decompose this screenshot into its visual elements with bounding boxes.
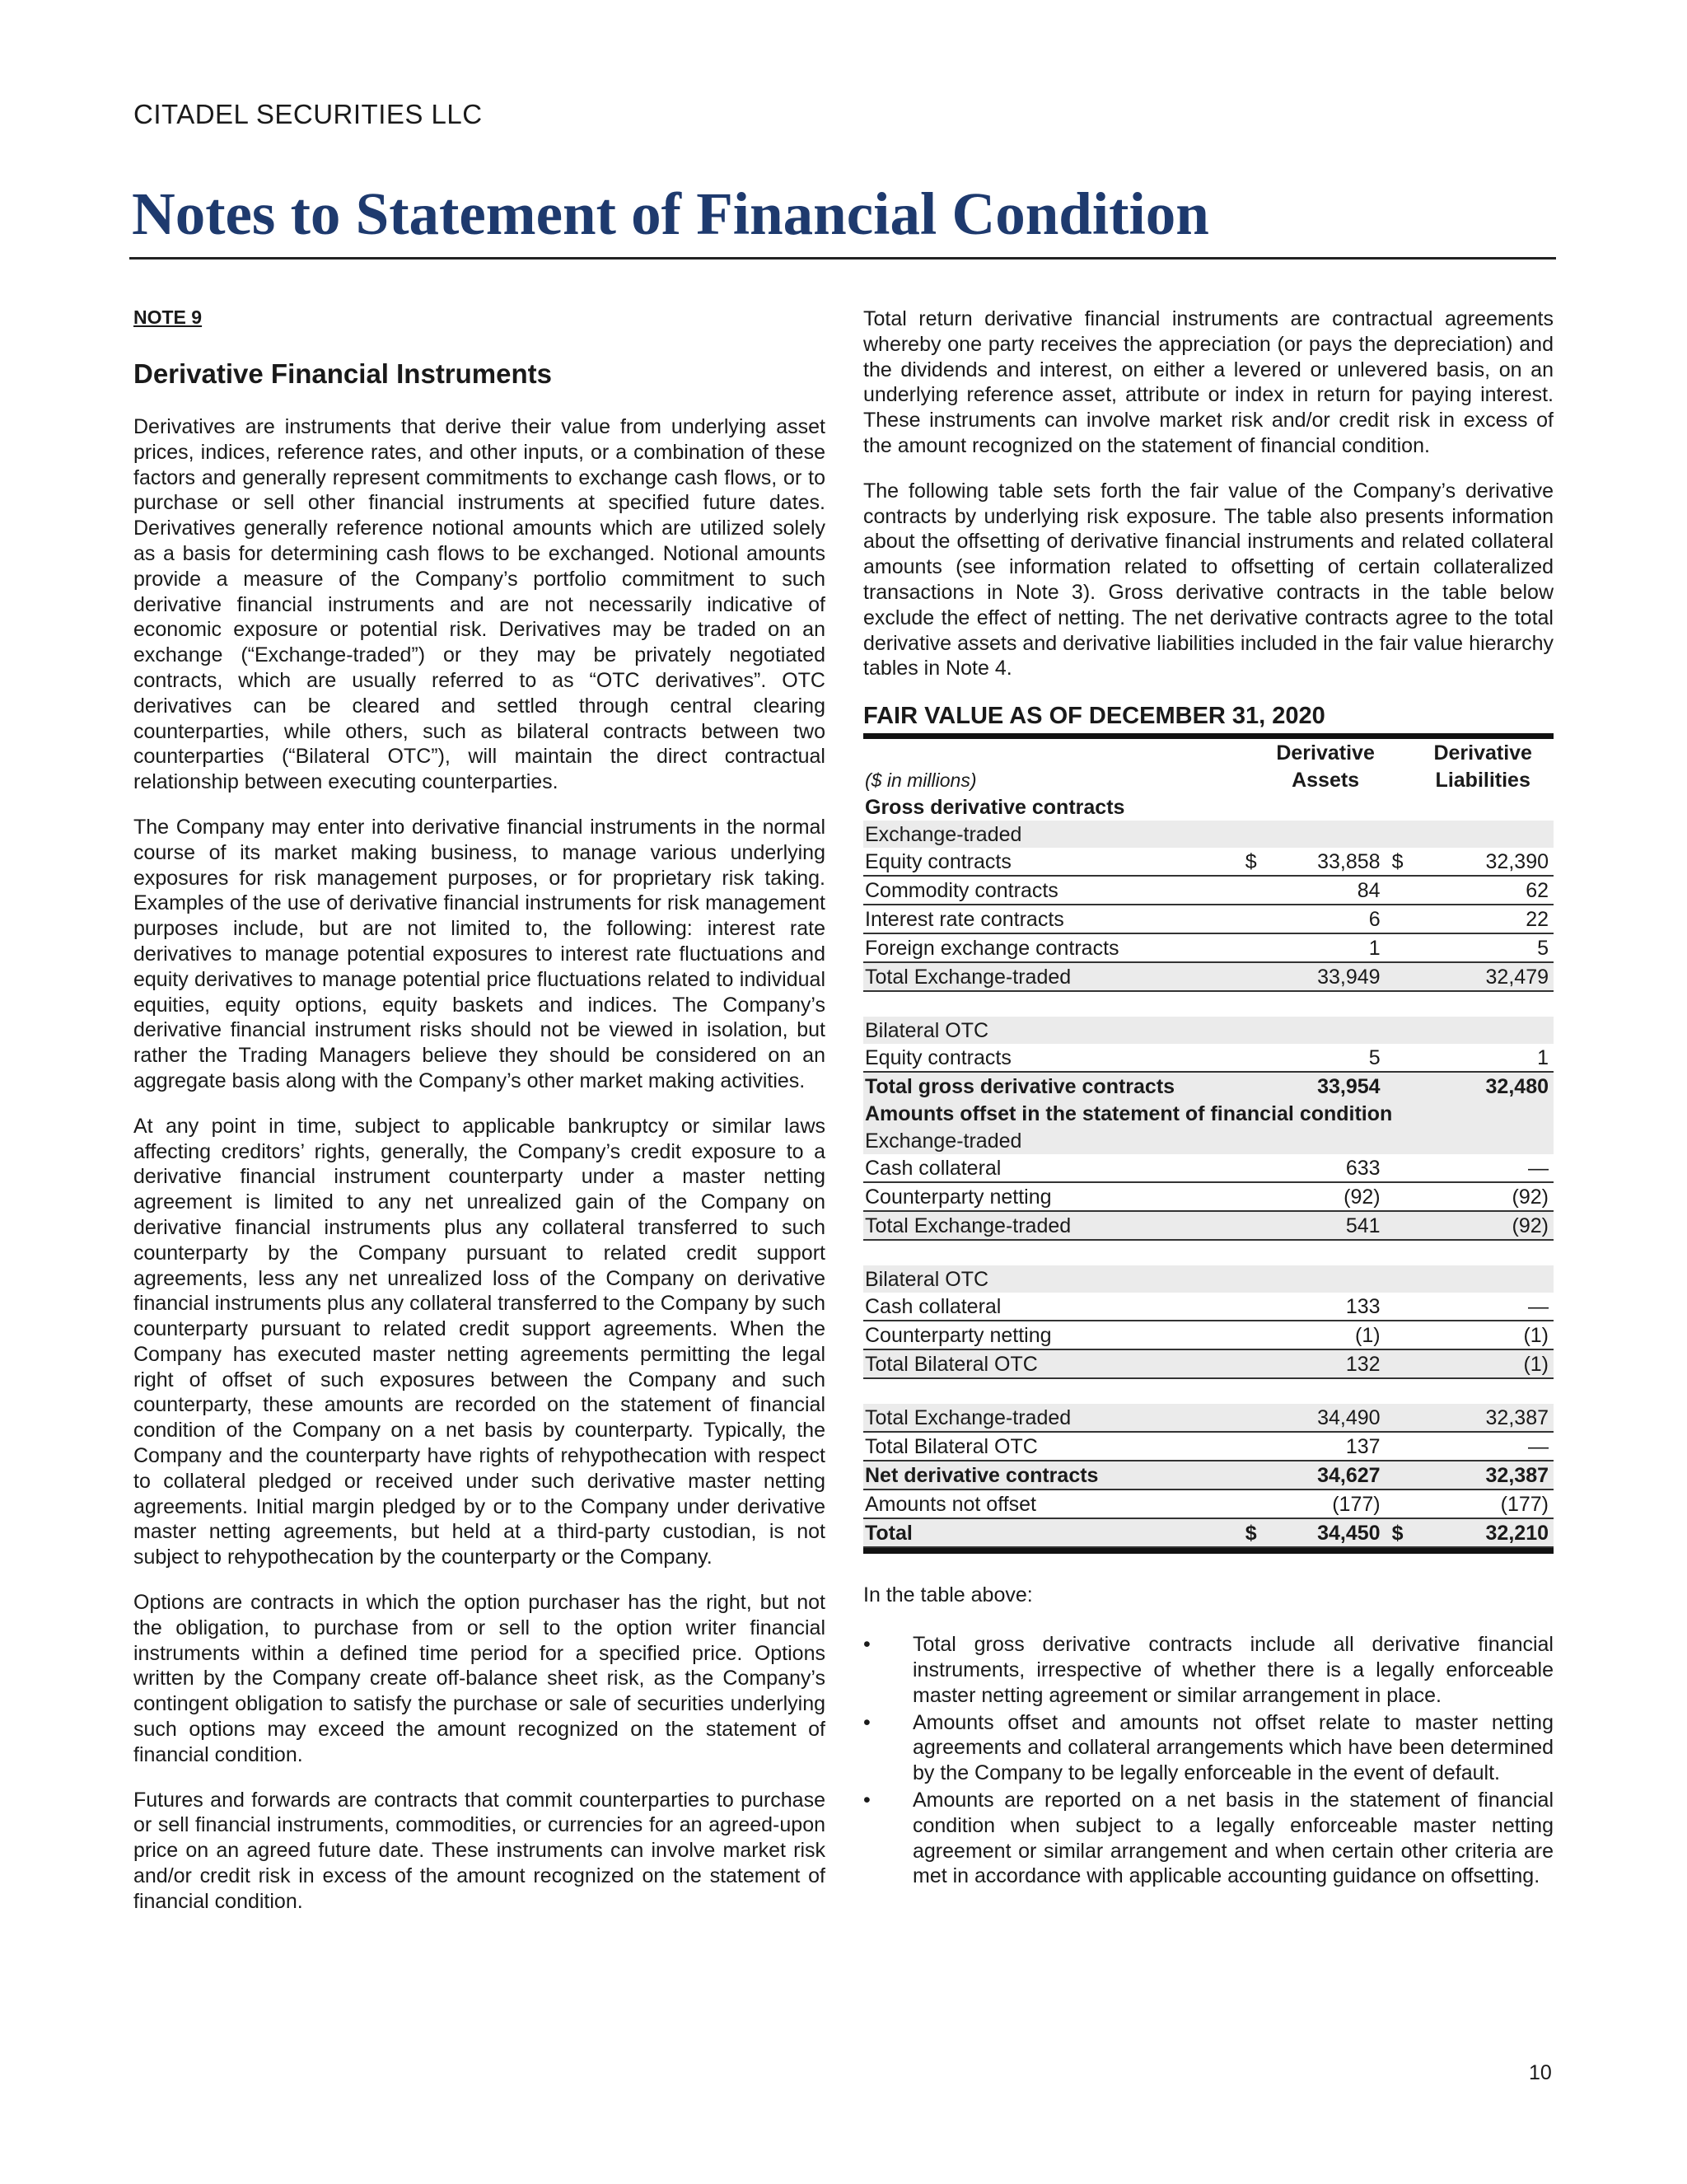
currency-symbol [1386,1293,1418,1321]
table-row [863,1182,1554,1211]
assets-value: 541 [1271,1211,1386,1240]
paragraph: Options are contracts in which the option purchaser has the right, but not the obligation, to purchase from or sell to the option writer financial instruments within a defined time period for a specified price. Options written by the Company create off-balance sheet risk, as the Company’s contingent obligation to satisfy the purchase or sale of securities underlying such options may exceed the amount recognized on the statement of financial condition. [133,1591,825,1766]
currency-symbol [1386,1404,1418,1432]
company-name: CITADEL SECURITIES LLC [133,99,483,129]
currency-symbol [1239,876,1271,905]
table-row [863,793,1554,821]
row-label: Bilateral OTC [863,1265,1239,1293]
table-row [863,1490,1554,1518]
currency-symbol [1386,933,1418,962]
row-label: Total Exchange-traded [863,1404,1239,1432]
table-row [863,905,1554,933]
currency-symbol: $ [1239,1518,1271,1547]
row-label: Foreign exchange contracts [863,933,1239,962]
assets-value: (92) [1271,1182,1386,1211]
row-label: Equity contracts [863,848,1239,876]
section-heading: Derivative Financial Instruments [133,358,553,389]
assets-value [1271,1378,1386,1404]
table-row [863,1293,1554,1321]
currency-symbol [1239,1044,1271,1072]
assets-value: 34,490 [1271,1404,1386,1432]
assets-value [1271,1240,1386,1265]
currency-symbol [1239,1017,1271,1044]
assets-value: (177) [1271,1490,1386,1518]
table-row [863,1461,1554,1490]
currency-symbol [1239,821,1271,848]
assets-value: 132 [1271,1349,1386,1378]
assets-value [1271,991,1386,1017]
table-units: ($ in millions) [865,769,977,791]
bullet-item: • Amounts are reported on a net basis in the statement of financial condition when subject to a legally enforceable master netting agreement or similar arrangement and when certain other criteria are met in accordance with applicable accounting guidance on offsetting. [863,1788,1554,1888]
liabilities-value [1417,793,1554,821]
currency-symbol [1386,1211,1418,1240]
left-column [133,306,825,1934]
currency-symbol [1239,1321,1271,1349]
currency-symbol [1239,793,1271,821]
liabilities-value: 32,479 [1417,962,1554,991]
table-row [863,1017,1554,1044]
currency-symbol [1239,1404,1271,1432]
table-row [863,1044,1554,1072]
row-label: Total Bilateral OTC [863,1432,1239,1461]
row-label: Commodity contracts [863,876,1239,905]
paragraph: At any point in time, subject to applicable bankruptcy or similar laws affecting creditors’ rights, generally, the Company’s credit exposure to a derivative financial instrument counterparty under a master netting agreement is limited to any net unrealized gain of the Company on derivative financial instruments plus any collateral transferred to such counterparty by the Company pursuant to related credit support agreements, less any net unrealized loss of the Company on derivative financial instruments plus any collateral transferred to the Company by such counterparty pursuant to related credit support agreements. When the Company has executed master netting agreements permitting the legal right of offset of such exposures between the Company and such counterparty, these amounts are recorded on the statement of financial condition of the Company on a net basis by counterparty. Typically, the Company and the counterparty have rights of rehypothecation with respect to collateral pledged or received under such derivative master netting agreements. Initial margin pledged by or to the Company under derivative master netting agreements, but held at a third-party custodian, is not subject to rehypothecation by the counterparty or the Company. [133,1114,825,1569]
page-number: 10 [1529,2061,1552,2084]
currency-symbol [1386,1154,1418,1182]
currency-symbol [1386,793,1418,821]
currency-symbol [1386,905,1418,933]
liabilities-value [1417,1265,1554,1293]
assets-value [1271,821,1386,848]
row-label: Counterparty netting [863,1321,1239,1349]
currency-symbol [1386,876,1418,905]
assets-value [1271,1265,1386,1293]
currency-symbol [1386,1378,1418,1404]
table-row [863,1404,1554,1432]
table-row [863,1321,1554,1349]
currency-symbol: $ [1386,848,1418,876]
table-row [863,876,1554,905]
row-label: Total Bilateral OTC [863,1349,1239,1378]
table-row [863,1432,1554,1461]
bullet-list [863,1632,1554,1889]
currency-symbol [1386,821,1418,848]
currency-symbol [1239,905,1271,933]
table-row [863,1240,1554,1265]
assets-value: 34,627 [1271,1461,1386,1490]
currency-symbol [1239,1490,1271,1518]
assets-value: 33,954 [1271,1072,1386,1100]
liabilities-value: 62 [1417,876,1554,905]
assets-value: 33,858 [1271,848,1386,876]
liabilities-value [1417,821,1554,848]
currency-symbol [1239,1461,1271,1490]
table-row [863,1154,1554,1182]
row-label: Counterparty netting [863,1182,1239,1211]
table-bottom-rule [863,1548,1554,1554]
paragraph: Total return derivative financial instruments are contractual agreements whereby one party receives the appreciation (or pays the depreciation) and the dividends and interest, on either a levered or unlevered basis, on an underlying reference asset, attribute or index in return for paying interest. These instruments can involve market risk and/or credit risk in excess of the amount recognized on the statement of financial condition. [863,307,1554,457]
row-label: Total gross derivative contracts [863,1072,1239,1100]
paragraph: The Company may enter into derivative financial instruments in the normal course of its market making business, to manage various underlying exposures for risk management purposes, or for proprietary risk taking. Examples of the use of derivative financial instruments for risk management purposes include, but are not limited to, the following: interest rate derivatives to manage potential exposures to interest rate fluctuations and equity derivatives to manage potential price fluctuations related to individual equities, equity options, equity baskets and indices. The Company’s derivative financial instrument risks should not be viewed in isolation, but rather the Trading Managers believe they should be considered on an aggregate basis along with the Company’s other market making activities. [133,815,825,1092]
assets-value: (1) [1271,1321,1386,1349]
liabilities-value: (1) [1417,1349,1554,1378]
currency-symbol [1239,1432,1271,1461]
fair-value-table [863,739,1554,1548]
currency-symbol [1386,1321,1418,1349]
assets-value [1271,1017,1386,1044]
liabilities-value: (177) [1417,1490,1554,1518]
liabilities-value: (92) [1417,1211,1554,1240]
paragraph: Futures and forwards are contracts that commit counterparties to purchase or sell financial instruments, commodities, or currencies for an agreed-upon price on an agreed future date. These instruments can involve market risk and/or credit risk in excess of the amount recognized on the statement of financial condition. [133,1788,825,1913]
liabilities-value: 32,480 [1417,1072,1554,1100]
liabilities-value: 32,387 [1417,1404,1554,1432]
currency-symbol [1386,962,1418,991]
liabilities-value [1417,1017,1554,1044]
assets-value: 633 [1271,1154,1386,1182]
row-label: Gross derivative contracts [865,795,1125,819]
table-row [863,1100,1554,1127]
currency-symbol [1386,1461,1418,1490]
table-row [863,1518,1554,1547]
currency-symbol [1239,1240,1271,1265]
liabilities-value: (1) [1417,1321,1554,1349]
liabilities-value: 1 [1417,1044,1554,1072]
liabilities-value: — [1417,1154,1554,1182]
currency-symbol [1239,1349,1271,1378]
currency-symbol [1239,1154,1271,1182]
currency-symbol [1239,1072,1271,1100]
assets-value: 84 [1271,876,1386,905]
assets-value: 34,450 [1271,1518,1386,1547]
liabilities-value: (92) [1417,1182,1554,1211]
liabilities-value: — [1417,1293,1554,1321]
assets-value: 133 [1271,1293,1386,1321]
currency-symbol [1239,1182,1271,1211]
liabilities-value: 32,210 [1417,1518,1554,1547]
row-label: Cash collateral [863,1154,1239,1182]
assets-value: 1 [1271,933,1386,962]
col-header-liabilities-1: Derivative [1433,741,1532,765]
col-header-assets-1: Derivative [1276,741,1375,765]
row-label: Bilateral OTC [863,1017,1239,1044]
table-row [863,1265,1554,1293]
currency-symbol [1239,1265,1271,1293]
row-label [863,1378,1239,1404]
row-label: Amounts offset in the statement of financial condition [863,1100,1554,1127]
row-label: Equity contracts [863,1044,1239,1072]
page-title: Notes to Statement of Financial Condition [132,180,1209,247]
col-header-assets-2: Assets [1292,768,1360,792]
currency-symbol [1386,1490,1418,1518]
row-label [863,991,1239,1017]
paragraph: The following table sets forth the fair value of the Company’s derivative contracts by underlying risk exposure. The table also presents information about the offsetting of derivative financial instruments and related collateral amounts (see information related to offsetting of certain collateralized transactions in Note 3). Gross derivative contracts in the table below exclude the effect of netting. The net derivative contracts agree to the total derivative assets and derivative liabilities included in the fair value hierarchy tables in Note 4. [863,479,1554,680]
row-label: Total Exchange-traded [863,962,1239,991]
table-row [863,1378,1554,1404]
row-label: Total [863,1518,1239,1547]
currency-symbol [1386,1349,1418,1378]
liabilities-value: 5 [1417,933,1554,962]
assets-value [1271,793,1386,821]
currency-symbol: $ [1239,848,1271,876]
table-row [863,1211,1554,1240]
currency-symbol [1386,1240,1418,1265]
liabilities-value [1417,1240,1554,1265]
currency-symbol [1386,1182,1418,1211]
assets-value: 5 [1271,1044,1386,1072]
row-label: Amounts not offset [863,1490,1239,1518]
currency-symbol [1386,991,1418,1017]
assets-value: 6 [1271,905,1386,933]
table-top-rule [863,733,1554,739]
liabilities-value: 22 [1417,905,1554,933]
note-number: NOTE 9 [133,306,203,328]
liabilities-value [1417,1378,1554,1404]
assets-value [1271,1127,1386,1154]
row-label: Exchange-traded [863,1127,1239,1154]
liabilities-value [1417,991,1554,1017]
currency-symbol [1386,1017,1418,1044]
col-header-liabilities-2: Liabilities [1435,768,1530,792]
table-row [863,821,1554,848]
table-title: FAIR VALUE AS OF DECEMBER 31, 2020 [863,703,1325,730]
bullet-item: • Total gross derivative contracts include all derivative financial instruments, irrespective of whether there is a legally enforceable master netting agreement or similar arrangement in place. [863,1633,1554,1707]
title-divider [129,257,1556,260]
table-row [863,962,1554,991]
currency-symbol [1386,1044,1418,1072]
liabilities-value: — [1417,1432,1554,1461]
table-row [863,991,1554,1017]
currency-symbol [1239,1293,1271,1321]
table-note: In the table above: [863,1583,1033,1607]
table-row [863,1127,1554,1154]
currency-symbol [1239,1211,1271,1240]
liabilities-value: 32,390 [1417,848,1554,876]
row-label: Cash collateral [863,1293,1239,1321]
right-column [863,306,1554,1891]
row-label: Exchange-traded [863,821,1239,848]
currency-symbol [1239,962,1271,991]
currency-symbol [1386,1265,1418,1293]
liabilities-value: 32,387 [1417,1461,1554,1490]
assets-value: 33,949 [1271,962,1386,991]
row-label: Net derivative contracts [863,1461,1239,1490]
bullet-item: • Amounts offset and amounts not offset relate to master netting agreements and collateral arrangements which have been determined by the Company to be legally enforceable in the event of default. [863,1710,1554,1785]
currency-symbol: $ [1386,1518,1418,1547]
currency-symbol [1386,1432,1418,1461]
row-label: Total Exchange-traded [863,1211,1239,1240]
currency-symbol [1239,991,1271,1017]
liabilities-value [1417,1127,1554,1154]
paragraph: Derivatives are instruments that derive their value from underlying asset prices, indices, reference rates, and other inputs, or a combination of these factors and generally represent commitments to exchange cash flows, or to purchase or sell other financial instruments at specified future dates. Derivatives generally reference notional amounts which are utilized solely as a basis for determining cash flows to be exchanged. Notional amounts provide a measure of the Company’s portfolio commitment to such derivative financial instruments and are not necessarily indicative of economic exposure or potential risk. Derivatives may be traded on an exchange (“Exchange-traded”) or they may be privately negotiated contracts, which are usually referred to as “OTC derivatives”. OTC derivatives can be cleared and settled through central clearing counterparties, while others, such as bilateral contracts between two counterparties (“Bilateral OTC”), will maintain the direct contractual relationship between executing counterparties. [133,415,825,794]
currency-symbol [1239,933,1271,962]
table-row [863,1072,1554,1100]
assets-value: 137 [1271,1432,1386,1461]
table-row [863,848,1554,876]
table-row [863,933,1554,962]
currency-symbol [1386,1072,1418,1100]
currency-symbol [1386,1127,1418,1154]
row-label: Interest rate contracts [863,905,1239,933]
row-label [863,1240,1239,1265]
table-row [863,1349,1554,1378]
currency-symbol [1239,1127,1271,1154]
currency-symbol [1239,1378,1271,1404]
